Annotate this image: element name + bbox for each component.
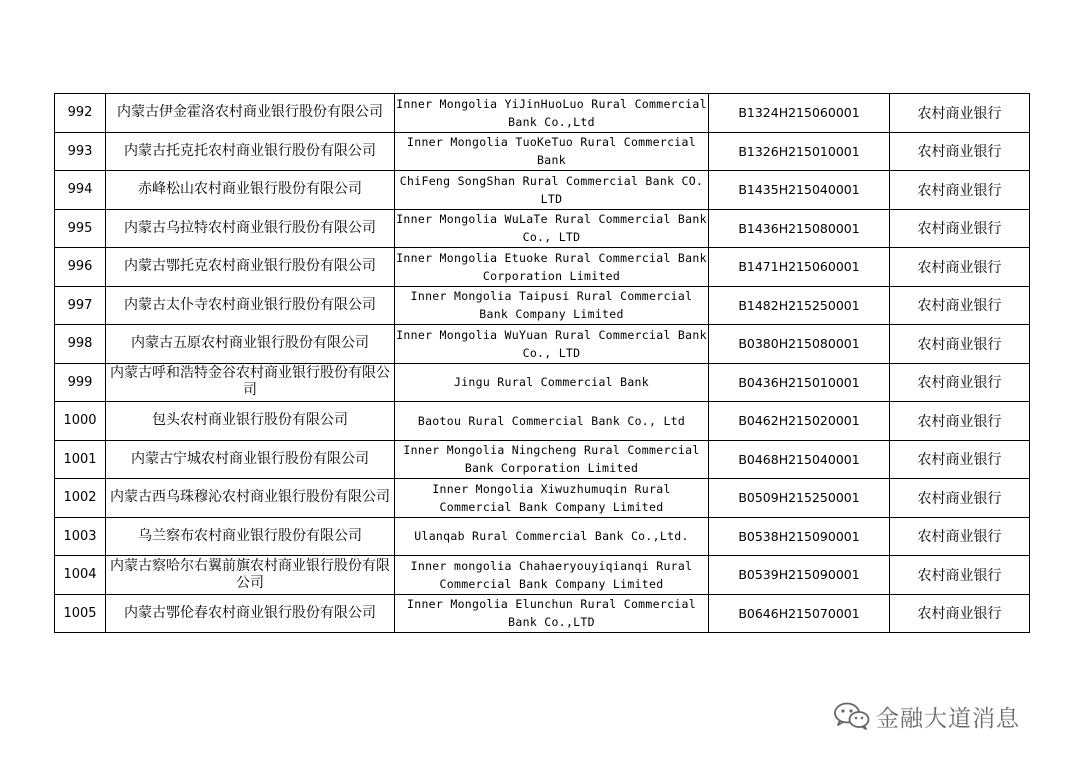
bank-name-chinese: 乌兰察布农村商业银行股份有限公司: [106, 517, 395, 556]
bank-name-chinese: 内蒙古托克托农村商业银行股份有限公司: [106, 132, 395, 171]
table-row: [55, 594, 1030, 633]
bank-name-chinese: 内蒙古鄂托克农村商业银行股份有限公司: [106, 248, 395, 287]
row-number: 1000: [55, 402, 106, 441]
bank-name-english: Inner Mongolia WuYuan Rural Commercial Bank Co., LTD: [395, 325, 709, 364]
bank-list-body: [55, 94, 1030, 633]
bank-name-english: Inner Mongolia TuoKeTuo Rural Commercial Bank: [395, 132, 709, 171]
bank-list-table: [54, 93, 1030, 633]
bank-name-chinese: 内蒙古伊金霍洛农村商业银行股份有限公司: [106, 94, 395, 133]
table-row: [55, 132, 1030, 171]
institution-code: B0538H215090001: [709, 517, 890, 556]
bank-type: 农村商业银行: [890, 363, 1030, 402]
row-number: 993: [55, 132, 106, 171]
institution-code: B1482H215250001: [709, 286, 890, 325]
row-number: 999: [55, 363, 106, 402]
bank-name-chinese: 内蒙古西乌珠穆沁农村商业银行股份有限公司: [106, 479, 395, 518]
row-number: 1001: [55, 440, 106, 479]
row-number: 994: [55, 171, 106, 210]
bank-name-chinese: 包头农村商业银行股份有限公司: [106, 402, 395, 441]
bank-name-english: Inner Mongolia YiJinHuoLuo Rural Commercial Bank Co.,Ltd: [395, 94, 709, 133]
institution-code: B0380H215080001: [709, 325, 890, 364]
institution-code: B1324H215060001: [709, 94, 890, 133]
bank-type: 农村商业银行: [890, 325, 1030, 364]
bank-name-chinese: 内蒙古察哈尔右翼前旗农村商业银行股份有限公司: [106, 556, 395, 595]
bank-name-english: Inner Mongolia WuLaTe Rural Commercial Bank Co., LTD: [395, 209, 709, 248]
bank-name-english: Inner Mongolia Xiwuzhumuqin Rural Commercial Bank Company Limited: [395, 479, 709, 518]
bank-name-english: Ulanqab Rural Commercial Bank Co.,Ltd.: [395, 517, 709, 556]
bank-name-chinese: 内蒙古鄂伦春农村商业银行股份有限公司: [106, 594, 395, 633]
table-row: [55, 440, 1030, 479]
table-row: [55, 286, 1030, 325]
table-row: [55, 171, 1030, 210]
table-row: [55, 479, 1030, 518]
institution-code: B1436H215080001: [709, 209, 890, 248]
row-number: 996: [55, 248, 106, 287]
institution-code: B0468H215040001: [709, 440, 890, 479]
table-row: [55, 248, 1030, 287]
row-number: 1002: [55, 479, 106, 518]
watermark-text: 金融大道消息: [876, 705, 1020, 732]
wechat-watermark: [832, 698, 1020, 734]
bank-type: 农村商业银行: [890, 402, 1030, 441]
institution-code: B0436H215010001: [709, 363, 890, 402]
bank-name-english: Jingu Rural Commercial Bank: [395, 363, 709, 402]
bank-name-english: Inner Mongolia Ningcheng Rural Commercial Bank Corporation Limited: [395, 440, 709, 479]
wechat-icon: [832, 701, 872, 731]
bank-type: 农村商业银行: [890, 440, 1030, 479]
bank-name-chinese: 赤峰松山农村商业银行股份有限公司: [106, 171, 395, 210]
bank-name-english: Inner Mongolia Etuoke Rural Commercial Bank Corporation Limited: [395, 248, 709, 287]
bank-type: 农村商业银行: [890, 286, 1030, 325]
bank-name-english: ChiFeng SongShan Rural Commercial Bank CO. LTD: [395, 171, 709, 210]
bank-type: 农村商业银行: [890, 556, 1030, 595]
institution-code: B1326H215010001: [709, 132, 890, 171]
institution-code: B0539H215090001: [709, 556, 890, 595]
row-number: 998: [55, 325, 106, 364]
bank-type: 农村商业银行: [890, 132, 1030, 171]
bank-type: 农村商业银行: [890, 594, 1030, 633]
table-row: [55, 402, 1030, 441]
table-row: [55, 209, 1030, 248]
table-row: [55, 94, 1030, 133]
row-number: 1004: [55, 556, 106, 595]
bank-name-english: Inner Mongolia Elunchun Rural Commercial Bank Co.,LTD: [395, 594, 709, 633]
bank-type: 农村商业银行: [890, 517, 1030, 556]
row-number: 997: [55, 286, 106, 325]
bank-name-english: Inner mongolia Chahaeryouyiqianqi Rural Commercial Bank Company Limited: [395, 556, 709, 595]
institution-code: B1435H215040001: [709, 171, 890, 210]
table-row: [55, 325, 1030, 364]
bank-type: 农村商业银行: [890, 209, 1030, 248]
bank-type: 农村商业银行: [890, 94, 1030, 133]
bank-name-chinese: 内蒙古太仆寺农村商业银行股份有限公司: [106, 286, 395, 325]
institution-code: B0509H215250001: [709, 479, 890, 518]
row-number: 1005: [55, 594, 106, 633]
institution-code: B1471H215060001: [709, 248, 890, 287]
institution-code: B0646H215070001: [709, 594, 890, 633]
bank-type: 农村商业银行: [890, 479, 1030, 518]
bank-name-chinese: 内蒙古宁城农村商业银行股份有限公司: [106, 440, 395, 479]
bank-type: 农村商业银行: [890, 171, 1030, 210]
bank-name-chinese: 内蒙古五原农村商业银行股份有限公司: [106, 325, 395, 364]
row-number: 1003: [55, 517, 106, 556]
bank-type: 农村商业银行: [890, 248, 1030, 287]
bank-name-english: Baotou Rural Commercial Bank Co., Ltd: [395, 402, 709, 441]
table-row: [55, 363, 1030, 402]
bank-name-english: Inner Mongolia Taipusi Rural Commercial Bank Company Limited: [395, 286, 709, 325]
table-row: [55, 556, 1030, 595]
bank-name-chinese: 内蒙古呼和浩特金谷农村商业银行股份有限公司: [106, 363, 395, 402]
bank-name-chinese: 内蒙古乌拉特农村商业银行股份有限公司: [106, 209, 395, 248]
row-number: 992: [55, 94, 106, 133]
row-number: 995: [55, 209, 106, 248]
table-row: [55, 517, 1030, 556]
institution-code: B0462H215020001: [709, 402, 890, 441]
